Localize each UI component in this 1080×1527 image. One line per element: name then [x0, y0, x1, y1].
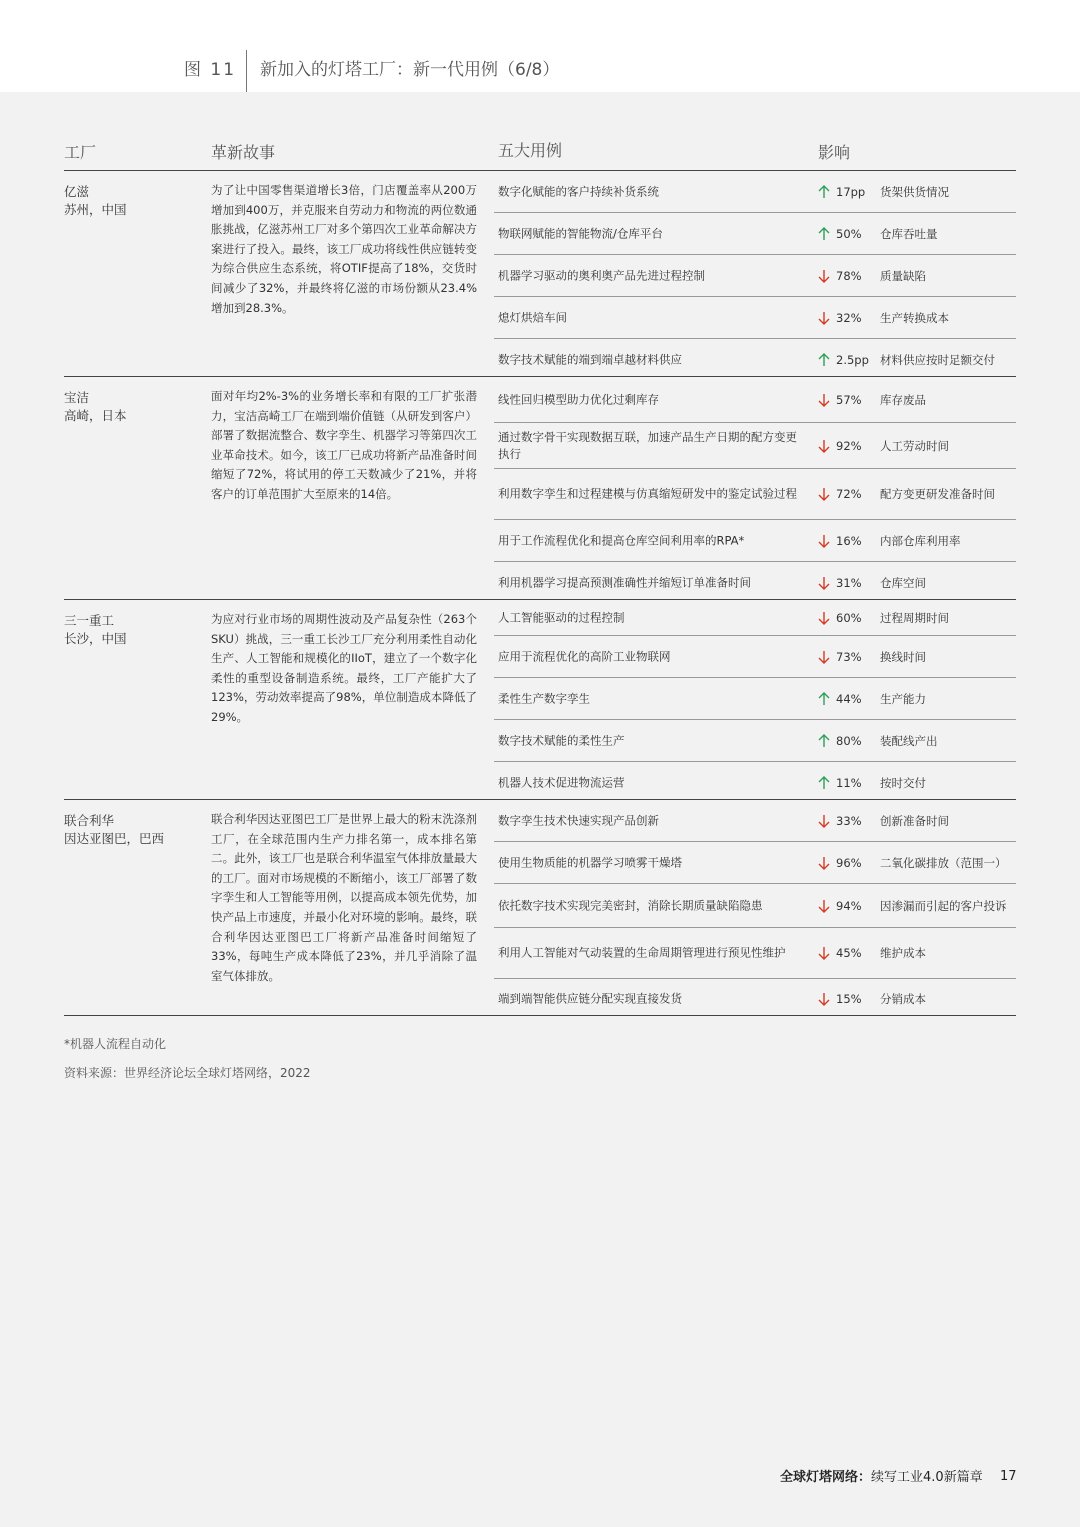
factory-location: 苏州，中国 [64, 202, 127, 217]
impact-value: 44% [836, 691, 862, 706]
use-case-text: 用于工作流程优化和提高仓库空间利用率的RPA* [498, 533, 745, 547]
factory-group [64, 600, 1016, 800]
factory-group [64, 171, 1016, 377]
factory-title: 宝洁 [64, 390, 90, 405]
use-case-text: 熄灯烘焙车间 [498, 310, 567, 324]
figure-divider [246, 50, 247, 92]
use-case-text: 端到端智能供应链分配实现直接发货 [498, 991, 682, 1006]
table-header [64, 134, 1016, 171]
page-number: 17 [1000, 1469, 1017, 1484]
arrow-down-icon [816, 898, 832, 914]
use-case-text: 应用于流程优化的高阶工业物联网 [498, 649, 671, 663]
factory-title: 三一重工 [64, 613, 115, 628]
impact-value: 2.5pp [836, 352, 869, 367]
arrow-down-icon [816, 991, 832, 1007]
use-case-text: 依托数字技术实现完美密封，消除长期质量缺陷隐患 [498, 898, 763, 912]
factory-name [64, 183, 204, 219]
use-case-row [494, 171, 1016, 213]
impact-value: 94% [836, 898, 862, 913]
arrow-down-icon [816, 533, 832, 549]
impact-metric: 生产转换成本 [880, 310, 949, 325]
impact-metric: 二氧化碳排放（范围一） [880, 855, 1007, 870]
impact-metric: 仓库吞吐量 [880, 226, 938, 241]
impact-metric: 分销成本 [880, 992, 926, 1006]
impact-metric: 创新准备时间 [880, 813, 949, 828]
factory-group [64, 377, 1016, 600]
use-case-row [494, 339, 1016, 380]
impact-metric: 库存废品 [880, 392, 926, 407]
impact-value: 33% [836, 813, 862, 828]
footer-title-rest: 续写工业4.0新篇章 [871, 1470, 983, 1485]
impact-metric: 材料供应按时足额交付 [880, 352, 995, 367]
impact-metric: 仓库空间 [880, 575, 926, 590]
header-story: 革新故事 [211, 143, 276, 162]
use-case-text: 机器学习驱动的奥利奥产品先进过程控制 [498, 268, 705, 282]
use-case-text: 使用生物质能的机器学习喷雾干燥塔 [498, 855, 682, 869]
impact-value: 31% [836, 575, 862, 590]
impact-value: 96% [836, 855, 862, 870]
arrow-down-icon [816, 438, 832, 454]
use-case-row [494, 255, 1016, 297]
factory-location: 因达亚图巴，巴西 [64, 831, 165, 846]
arrow-down-icon [816, 310, 832, 326]
use-case-text: 数字孪生技术快速实现产品创新 [498, 813, 659, 827]
footnote: *机器人流程自动化 [64, 1037, 167, 1051]
impact-value: 57% [836, 392, 862, 407]
arrow-down-icon [816, 610, 832, 626]
impact-value: 92% [836, 438, 862, 453]
footer-title-bold: 全球灯塔网络： [780, 1470, 872, 1485]
arrow-down-icon [816, 268, 832, 284]
use-case-row [494, 636, 1016, 678]
use-case-row [494, 678, 1016, 720]
impact-metric: 按时交付 [880, 775, 926, 790]
use-case-text: 利用机器学习提高预测准确性并缩短订单准备时间 [498, 575, 751, 589]
use-case-row [494, 600, 1016, 636]
use-case-row [494, 520, 1016, 562]
arrow-up-icon [816, 184, 832, 200]
use-case-row [494, 297, 1016, 339]
factory-name [64, 612, 204, 648]
arrow-up-icon [816, 691, 832, 707]
use-case-text: 数字技术赋能的柔性生产 [498, 733, 625, 747]
innovation-story: 联合利华因达亚图巴工厂是世界上最大的粉末洗涤剂工厂，在全球范围内生产力排名第一，成本排名第二。此外，该工厂也是联合利华温室气体排放量最大的工厂。面对市场规模的不断缩小，该工厂部署了数字孪生和人工智能等用例，以提高成本领先优势，加快产品上市速度，并最小化对环境的影响。最终，联合利华因达亚图巴工厂将新产品准备时间缩短了33%，每吨生产成本降低了23%，并几乎消除了温室气体排放。 [211, 812, 477, 983]
use-case-text: 人工智能驱动的过程控制 [498, 610, 625, 624]
use-case-list [494, 800, 1016, 1019]
lighthouse-table [64, 134, 1016, 1016]
use-case-text: 柔性生产数字孪生 [498, 691, 590, 705]
factory-location: 高崎，日本 [64, 408, 127, 423]
use-case-text: 通过数字骨干实现数据互联，加速产品生产日期的配方变更执行 [498, 429, 797, 461]
arrow-down-icon [816, 945, 832, 961]
arrow-up-icon [816, 352, 832, 368]
use-case-list [494, 377, 1016, 603]
use-case-row [494, 928, 1016, 979]
impact-metric: 质量缺陷 [880, 268, 926, 283]
arrow-down-icon [816, 649, 832, 665]
arrow-up-icon [816, 775, 832, 791]
factory-location: 长沙，中国 [64, 631, 127, 646]
footer-title [780, 1466, 983, 1485]
impact-metric: 货架供货情况 [880, 184, 949, 199]
impact-value: 78% [836, 268, 862, 283]
use-case-row [494, 762, 1016, 803]
impact-value: 15% [836, 992, 862, 1006]
use-case-row [494, 423, 1016, 469]
use-case-text: 物联网赋能的智能物流/仓库平台 [498, 226, 663, 240]
use-case-row [494, 377, 1016, 423]
header-factory: 工厂 [64, 143, 97, 162]
arrow-down-icon [816, 813, 832, 829]
arrow-up-icon [816, 733, 832, 749]
use-case-row [494, 884, 1016, 928]
impact-metric: 因渗漏而引起的客户投诉 [880, 898, 1007, 913]
use-case-row [494, 562, 1016, 603]
header-impact: 影响 [818, 143, 851, 162]
arrow-down-icon [816, 575, 832, 591]
impact-metric: 内部仓库利用率 [880, 533, 961, 548]
innovation-story: 为了让中国零售渠道增长3倍，门店覆盖率从200万增加到400万，并克服来自劳动力和物流的两位数通胀挑战，亿滋苏州工厂对多个第四次工业革命解决方案进行了投入。最终，该工厂成功将线性供应链转变为综合供应生态系统，将OTIF提高了18%，交货时间减少了32%，并最终将亿滋的市场份额从23.4%增加到28.3%。 [211, 183, 477, 315]
impact-value: 73% [836, 649, 862, 664]
innovation-story: 面对年均2%-3%的业务增长率和有限的工厂扩张潜力，宝洁高崎工厂在端到端价值链（从研发到客户）部署了数据流整合、数字孪生、机器学习等第四次工业革命技术。如今，该工厂已成功将新产品准备时间缩短了72%，将试用的停工天数减少了21%，并将客户的订单范围扩大至原来的14倍。 [211, 389, 477, 501]
factory-name [64, 389, 204, 425]
factory-title: 联合利华 [64, 813, 115, 828]
source-note: 资料来源：世界经济论坛全球灯塔网络，2022 [64, 1066, 311, 1080]
impact-value: 80% [836, 733, 862, 748]
impact-metric: 维护成本 [880, 946, 926, 960]
impact-value: 16% [836, 533, 862, 548]
figure-label: 图 11 [184, 60, 237, 80]
use-case-text: 数字化赋能的客户持续补货系统 [498, 184, 659, 198]
impact-value: 32% [836, 310, 862, 325]
impact-value: 45% [836, 946, 862, 960]
use-case-text: 线性回归模型助力优化过剩库存 [498, 392, 659, 406]
impact-metric: 生产能力 [880, 691, 926, 706]
use-case-row [494, 800, 1016, 842]
arrow-down-icon [816, 486, 832, 502]
impact-metric: 换线时间 [880, 649, 926, 664]
impact-value: 17pp [836, 184, 866, 199]
arrow-down-icon [816, 392, 832, 408]
factory-group [64, 800, 1016, 1016]
impact-metric: 过程周期时间 [880, 610, 949, 625]
top-banner [0, 0, 1080, 92]
use-case-row [494, 720, 1016, 762]
header-use-cases: 五大用例 [498, 141, 563, 160]
table-body [64, 171, 1016, 1016]
use-case-list [494, 171, 1016, 380]
impact-value: 50% [836, 226, 862, 241]
use-case-text: 数字技术赋能的端到端卓越材料供应 [498, 352, 682, 366]
innovation-story: 为应对行业市场的周期性波动及产品复杂性（263个SKU）挑战，三一重工长沙工厂充分利用柔性自动化生产、人工智能和规模化的IIoT，建立了一个数字化柔性的重型设备制造系统。最终，工厂产能扩大了123%，劳动效率提高了98%，单位制造成本降低了29%。 [211, 612, 477, 724]
figure-title: 新加入的灯塔工厂：新一代用例（6/8） [260, 60, 560, 80]
impact-metric: 人工劳动时间 [880, 438, 949, 453]
use-case-row [494, 469, 1016, 520]
use-case-row [494, 213, 1016, 255]
arrow-down-icon [816, 855, 832, 871]
impact-value: 60% [836, 610, 862, 625]
use-case-text: 利用人工智能对气动装置的生命周期管理进行预见性维护 [498, 945, 786, 960]
impact-metric: 装配线产出 [880, 733, 938, 748]
impact-value: 11% [836, 775, 862, 790]
impact-value: 72% [836, 487, 862, 501]
factory-title: 亿滋 [64, 184, 90, 199]
factory-name [64, 812, 204, 848]
use-case-list [494, 600, 1016, 803]
use-case-text: 利用数字孪生和过程建模与仿真缩短研发中的鉴定试验过程 [498, 486, 797, 501]
use-case-text: 机器人技术促进物流运营 [498, 775, 625, 789]
arrow-up-icon [816, 226, 832, 242]
use-case-row [494, 842, 1016, 884]
impact-metric: 配方变更研发准备时间 [880, 487, 995, 501]
use-case-row [494, 979, 1016, 1019]
